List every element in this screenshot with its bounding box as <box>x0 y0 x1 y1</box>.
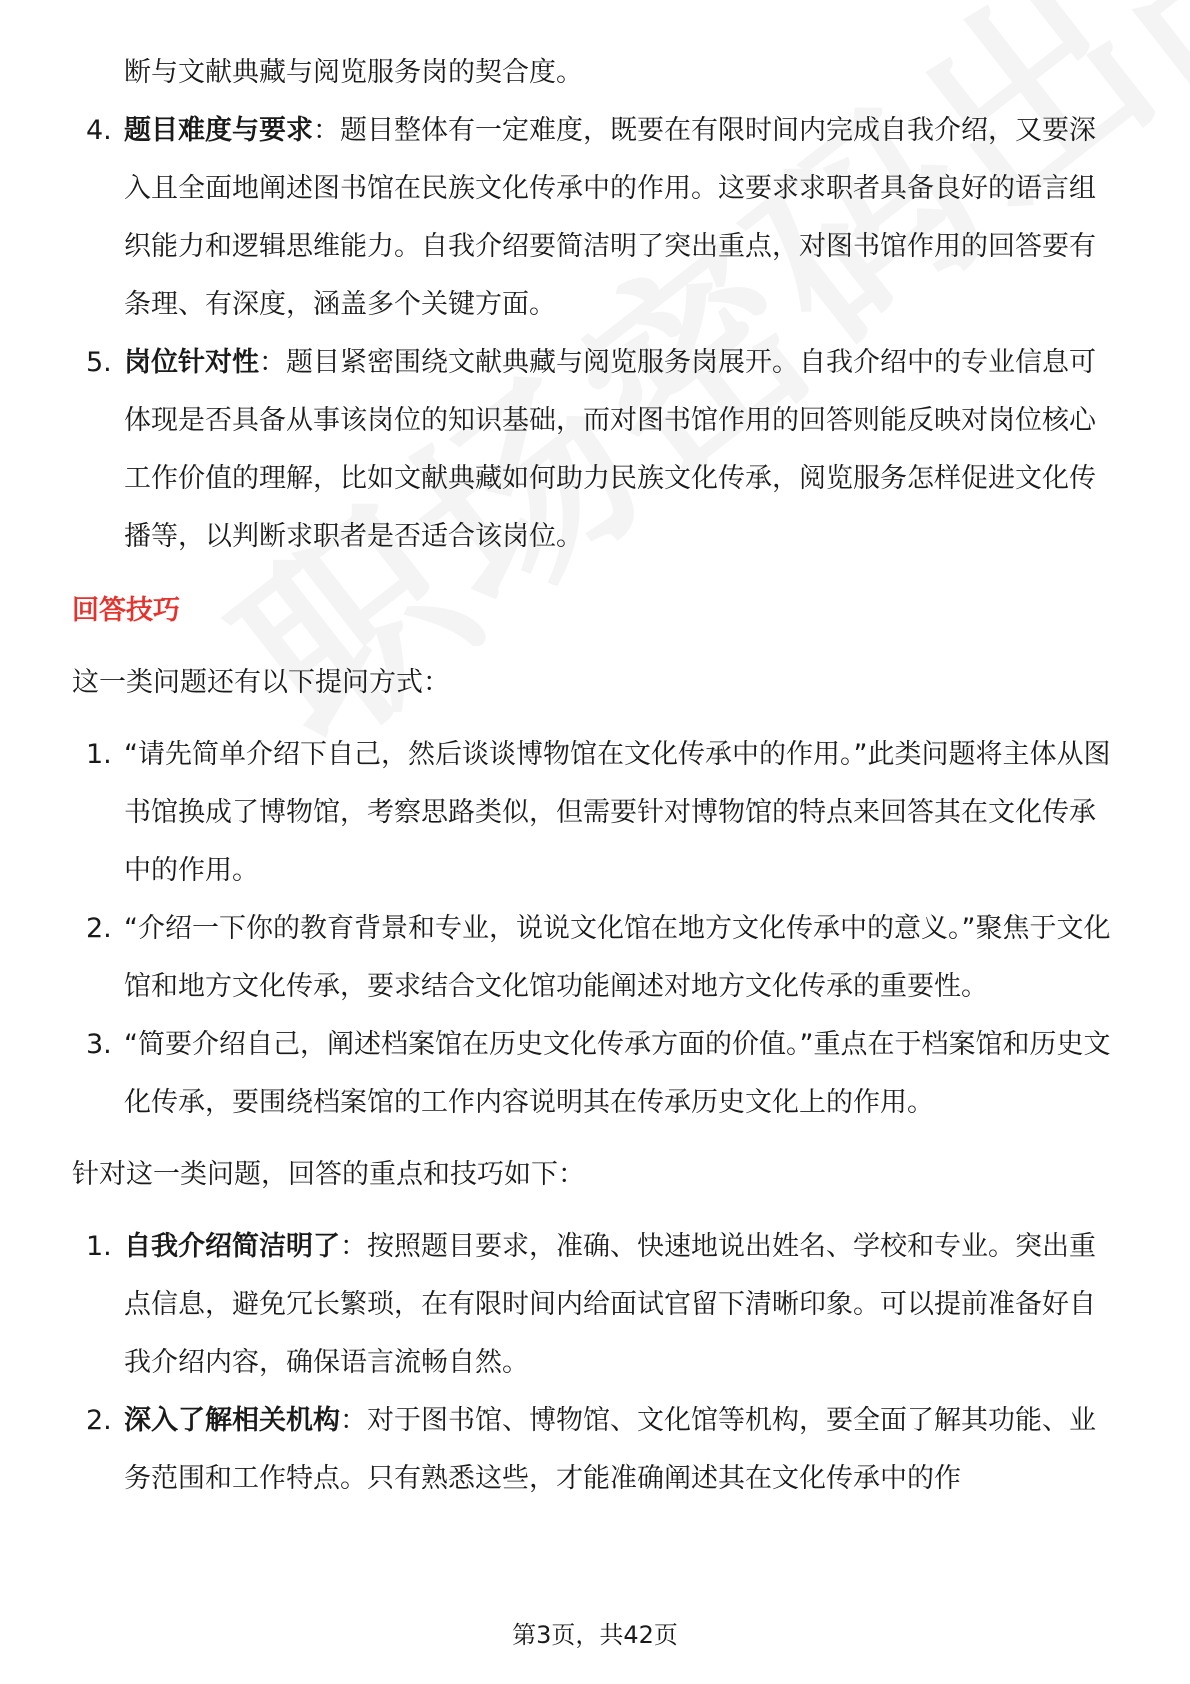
list-item <box>72 1392 1122 1508</box>
list-item-heading: 岗位针对性 <box>124 347 259 378</box>
list-item-heading: 自我介绍简洁明了 <box>124 1231 340 1262</box>
list-item-text: “简要介绍自己，阐述档案馆在历史文化传承方面的价值。”重点在于档案馆和历史文化传承，要围绕档案馆的工作内容说明其在传承历史文化上的作用。 <box>124 1029 1111 1118</box>
paragraph-intro: 针对这一类问题，回答的重点和技巧如下： <box>72 1159 585 1190</box>
list-item-text: “请先简单介绍下自己，然后谈谈博物馆在文化传承中的作用。”此类问题将主体从图书馆换成了博物馆，考察思路类似，但需要针对博物馆的特点来回答其在文化传承中的作用。 <box>124 739 1111 886</box>
list-item <box>72 1016 1122 1132</box>
section-title: 回答技巧 <box>72 595 180 626</box>
paragraph-intro: 这一类问题还有以下提问方式： <box>72 667 450 698</box>
list-number: 1. <box>86 739 112 770</box>
list-number: 2. <box>86 1405 112 1436</box>
list-item-text: ：题目整体有一定难度，既要在有限时间内完成自我介绍，又要深入且全面地阐述图书馆在民族文化传承中的作用。这要求求职者具备良好的语言组织能力和逻辑思维能力。自我介绍要简洁明了突出重点，对图书馆作用的回答要有条理、有深度，涵盖多个关键方面。 <box>124 115 1096 320</box>
list-item <box>72 1218 1122 1392</box>
list-number: 2. <box>86 913 112 944</box>
list-item-text: ：按照题目要求，准确、快速地说出姓名、学校和专业。突出重点信息，避免冗长繁琐，在有限时间内给面试官留下清晰印象。可以提前准备好自我介绍内容，确保语言流畅自然。 <box>124 1231 1096 1378</box>
list-item <box>72 726 1122 900</box>
list-number: 1. <box>86 1231 112 1262</box>
list-item-continuation: 断与文献典藏与阅览服务岗的契合度。 <box>124 57 583 88</box>
page-content <box>72 44 1122 1508</box>
list-item-text: ：对于图书馆、博物馆、文化馆等机构，要全面了解其功能、业务范围和工作特点。只有熟悉这些，才能准确阐述其在文化传承中的作 <box>124 1405 1096 1494</box>
list-number: 4. <box>86 115 112 146</box>
list-answer-tips <box>72 1218 1122 1508</box>
list-number: 5. <box>86 347 112 378</box>
list-item <box>72 334 1122 566</box>
list-question-analysis <box>72 102 1122 566</box>
list-item-text: “介绍一下你的教育背景和专业，说说文化馆在地方文化传承中的意义。”聚焦于文化馆和地方文化传承，要求结合文化馆功能阐述对地方文化传承的重要性。 <box>124 913 1111 1002</box>
list-number: 3. <box>86 1029 112 1060</box>
list-item-text: ：题目紧密围绕文献典藏与阅览服务岗展开。自我介绍中的专业信息可体现是否具备从事该岗位的知识基础，而对图书馆作用的回答则能反映对岗位核心工作价值的理解，比如文献典藏如何助力民族文化传承，阅览服务怎样促进文化传播等，以判断求职者是否适合该岗位。 <box>124 347 1096 552</box>
list-alternative-questions <box>72 726 1122 1132</box>
list-item <box>72 900 1122 1016</box>
list-item-heading: 题目难度与要求 <box>124 115 313 146</box>
list-item-heading: 深入了解相关机构 <box>124 1405 340 1436</box>
page-footer: 第3页，共42页 <box>512 1621 678 1649</box>
list-item <box>72 102 1122 334</box>
